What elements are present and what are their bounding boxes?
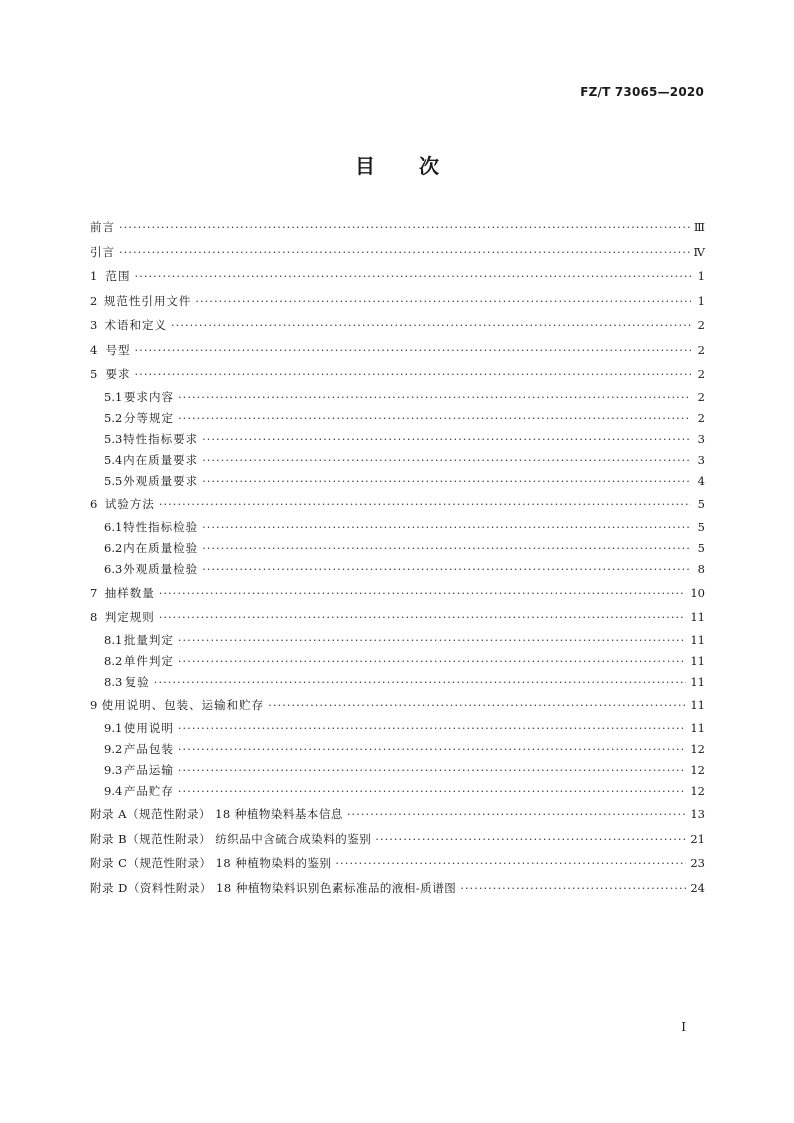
toc-entry-label: 特性指标要求 <box>123 431 199 446</box>
toc-entry-label: 特性指标检验 <box>123 519 199 534</box>
toc-entry[interactable] <box>90 240 705 265</box>
toc-entry[interactable] <box>90 581 705 606</box>
toc-entry-page: 2 <box>697 342 705 357</box>
toc-entry[interactable] <box>90 408 705 429</box>
dot-leader <box>178 651 687 672</box>
dot-leader <box>195 289 691 314</box>
dot-leader <box>178 718 687 739</box>
toc-entry-page: 4 <box>697 474 705 489</box>
toc-entry-label: 要求 <box>105 367 131 381</box>
toc-entry-label: 产品运输 <box>123 762 174 777</box>
dot-leader <box>178 387 691 408</box>
toc-entry-label: 判定规则 <box>104 610 155 624</box>
toc-entry-label: 复验 <box>124 674 150 689</box>
toc-entry-number: 9.4 <box>104 784 123 799</box>
toc-entry-number: 6.1 <box>104 519 123 534</box>
dot-leader <box>202 559 691 580</box>
toc-entry-number: 1 <box>90 269 98 283</box>
toc-entry-page: 12 <box>690 762 705 777</box>
toc-entry[interactable] <box>90 559 705 580</box>
toc-entry-label: 号型 <box>105 342 131 357</box>
toc-entry-label: 批量判定 <box>123 632 174 647</box>
toc-entry-number: 8 <box>90 610 98 624</box>
dot-leader <box>178 739 687 760</box>
toc-entry-page: 13 <box>690 807 705 822</box>
dot-leader <box>178 781 687 802</box>
toc-entry[interactable] <box>90 851 705 876</box>
toc-entry-label: 产品贮存 <box>123 784 174 799</box>
toc-entry[interactable] <box>90 289 705 314</box>
dot-leader <box>202 538 691 559</box>
toc-entry-number: 8.1 <box>104 632 123 647</box>
toc-entry[interactable] <box>90 429 705 450</box>
toc-entry-label: 范围 <box>105 269 131 283</box>
toc-entry[interactable] <box>90 362 705 387</box>
toc-entry-page: 8 <box>697 562 705 577</box>
toc-entry[interactable] <box>90 450 705 471</box>
toc-entry-page: 11 <box>690 698 705 713</box>
toc-entry-page: 12 <box>690 741 705 756</box>
toc-entry-page: 3 <box>697 431 705 446</box>
toc-entry-label: 引言 <box>90 244 115 259</box>
toc-entry-number: 6.2 <box>104 541 123 556</box>
toc-entry-page: 5 <box>697 519 705 534</box>
dot-leader <box>335 851 686 876</box>
toc-entry[interactable] <box>90 264 705 289</box>
toc-entry[interactable] <box>90 693 705 718</box>
toc-entry-number: 6.3 <box>104 562 123 577</box>
toc-entry-label: 分等规定 <box>124 410 175 425</box>
toc-entry[interactable] <box>90 651 705 672</box>
dot-leader <box>178 630 687 651</box>
toc-entry-label: 外观质量要求 <box>123 474 199 489</box>
toc-entry[interactable] <box>90 876 705 901</box>
dot-leader <box>135 338 691 363</box>
toc-entry[interactable] <box>90 387 705 408</box>
toc-entry-label: 产品包装 <box>123 741 174 756</box>
dot-leader <box>119 240 690 265</box>
dot-leader <box>159 605 687 630</box>
toc-entry-page: 11 <box>690 653 705 668</box>
toc-entry[interactable] <box>90 802 705 827</box>
toc-entry[interactable] <box>90 338 705 363</box>
toc-entry-page: 12 <box>690 784 705 799</box>
toc-entry[interactable] <box>90 827 705 852</box>
toc-entry-label: 单件判定 <box>123 653 174 668</box>
toc-entry[interactable] <box>90 781 705 802</box>
toc-entry-number: 9 <box>90 698 98 713</box>
toc-entry-label: 附录 B（规范性附录） 纺织品中含硫合成染料的鉴别 <box>90 831 372 846</box>
toc-entry-label: 要求内容 <box>124 389 175 404</box>
toc-entry-page: 2 <box>697 410 705 425</box>
toc-entry-number: 2 <box>90 293 98 308</box>
toc-entry-page: 11 <box>690 610 705 624</box>
toc-entry-page: 3 <box>697 453 705 468</box>
toc-entry-page: 2 <box>697 389 705 404</box>
toc-entry-number: 8.3 <box>104 674 123 689</box>
toc-entry-page: 11 <box>690 720 705 735</box>
toc-entry-label: 附录 D（资料性附录） 18 种植物染料识别色素标准品的液相-质谱图 <box>90 880 457 895</box>
toc-entry-label: 使用说明、包装、运输和贮存 <box>101 698 265 713</box>
dot-leader <box>178 760 687 781</box>
dot-leader <box>460 876 686 901</box>
toc-entry-label: 规范性引用文件 <box>103 293 192 308</box>
toc-entry-page: 11 <box>690 632 705 647</box>
toc-entry-page: 11 <box>690 674 705 689</box>
toc-entry-page: 24 <box>690 880 705 895</box>
toc-entry-label: 试验方法 <box>104 497 155 512</box>
toc-entry-number: 9.1 <box>104 720 123 735</box>
toc-entry[interactable] <box>90 517 705 538</box>
toc-entry-label: 前言 <box>90 220 115 234</box>
toc-entry[interactable] <box>90 492 705 517</box>
toc-entry-label: 抽样数量 <box>104 585 155 600</box>
toc-entry-label: 内在质量检验 <box>123 541 199 556</box>
dot-leader <box>135 264 691 289</box>
dot-leader <box>171 313 691 338</box>
toc-entry-page: 23 <box>690 856 705 871</box>
standard-code: FZ/T 73065—2020 <box>580 85 704 99</box>
toc-entry-page: 2 <box>697 318 705 332</box>
table-of-contents <box>90 215 705 900</box>
toc-entry-label: 术语和定义 <box>104 318 167 332</box>
dot-leader <box>178 408 691 429</box>
toc-entry-number: 6 <box>90 497 98 512</box>
toc-entry-number: 8.2 <box>104 653 123 668</box>
toc-entry-number: 7 <box>90 585 98 600</box>
toc-entry[interactable] <box>90 718 705 739</box>
toc-entry-number: 5.3 <box>104 431 123 446</box>
dot-leader <box>159 581 687 606</box>
toc-entry-number: 9.2 <box>104 741 123 756</box>
toc-entry-number: 5.4 <box>104 453 123 468</box>
dot-leader <box>202 450 691 471</box>
toc-entry-page: 1 <box>697 269 705 283</box>
toc-entry-number: 4 <box>90 342 98 357</box>
toc-entry-page: Ⅲ <box>693 220 705 234</box>
toc-entry[interactable] <box>90 605 705 630</box>
dot-leader <box>154 672 687 693</box>
toc-entry-number: 5.2 <box>104 410 123 425</box>
toc-entry-page: Ⅳ <box>693 244 705 259</box>
toc-entry[interactable] <box>90 630 705 651</box>
toc-entry-page: 10 <box>690 585 705 600</box>
toc-entry[interactable] <box>90 313 705 338</box>
toc-entry[interactable] <box>90 215 705 240</box>
toc-entry[interactable] <box>90 538 705 559</box>
dot-leader <box>268 693 686 718</box>
toc-entry-number: 3 <box>90 318 98 332</box>
toc-entry-page: 21 <box>690 831 705 846</box>
toc-entry-number: 5 <box>90 367 98 381</box>
dot-leader <box>135 362 691 387</box>
toc-entry[interactable] <box>90 672 705 693</box>
dot-leader <box>202 517 691 538</box>
page-title: 目次 <box>355 154 483 178</box>
toc-entry-number: 5.1 <box>104 389 123 404</box>
dot-leader <box>202 471 691 492</box>
toc-entry[interactable] <box>90 760 705 781</box>
dot-leader <box>347 802 686 827</box>
dot-leader <box>119 215 690 240</box>
toc-entry-number: 5.5 <box>104 474 123 489</box>
dot-leader <box>159 492 691 517</box>
toc-entry-page: 1 <box>697 293 705 308</box>
toc-entry-page: 5 <box>697 541 705 556</box>
toc-entry[interactable] <box>90 739 705 760</box>
toc-entry-page: 2 <box>697 367 705 381</box>
toc-entry-label: 附录 A（规范性附录） 18 种植物染料基本信息 <box>90 807 343 822</box>
toc-entry[interactable] <box>90 471 705 492</box>
toc-entry-label: 附录 C（规范性附录） 18 种植物染料的鉴别 <box>90 856 332 871</box>
toc-entry-page: 5 <box>697 497 705 512</box>
toc-entry-number: 9.3 <box>104 762 123 777</box>
page-number: I <box>681 1020 686 1034</box>
dot-leader <box>202 429 691 450</box>
toc-entry-label: 内在质量要求 <box>123 453 199 468</box>
toc-entry-label: 使用说明 <box>123 720 174 735</box>
dot-leader <box>375 827 686 852</box>
toc-entry-label: 外观质量检验 <box>123 562 199 577</box>
